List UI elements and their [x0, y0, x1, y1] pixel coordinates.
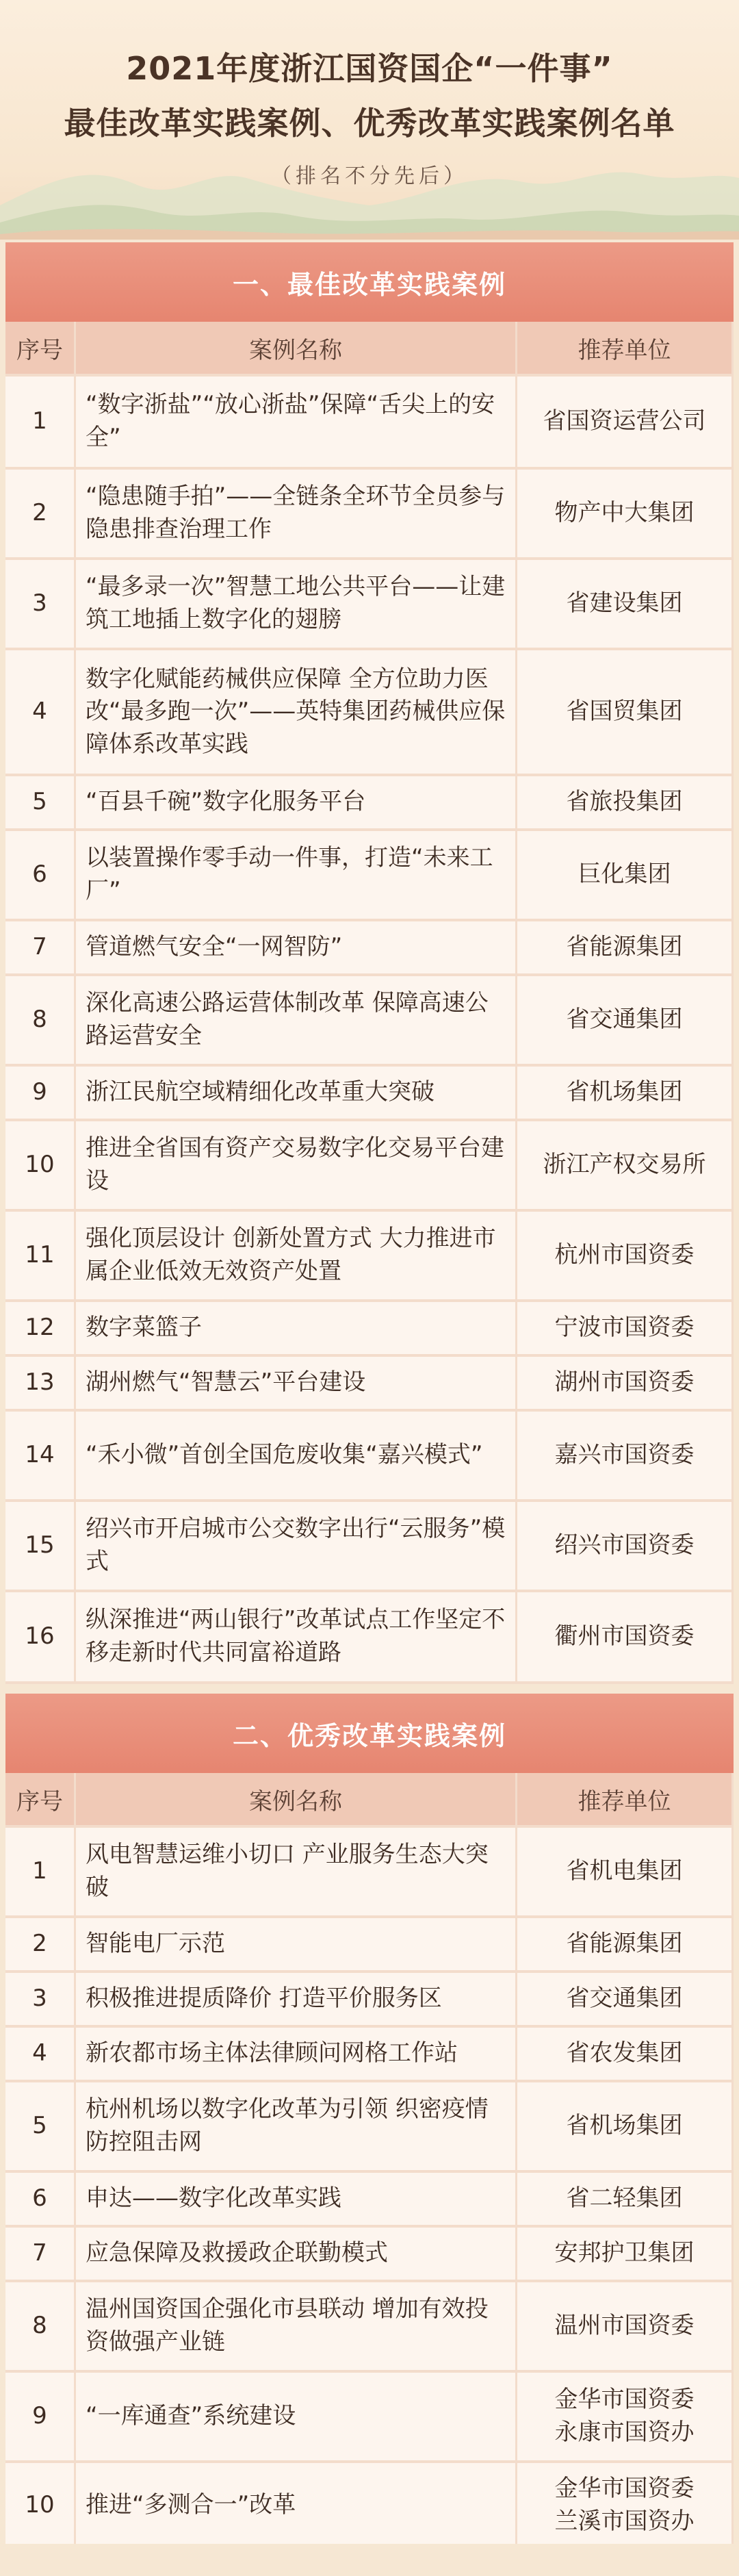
row-unit-secondary: 永康市国资办 — [554, 2419, 695, 2446]
row-num: 6 — [5, 2173, 76, 2228]
row-num: 14 — [5, 1412, 76, 1502]
row-unit: 浙江产权交易所 — [517, 1121, 734, 1212]
row-unit: 湖州市国资委 — [517, 1357, 734, 1412]
row-num: 13 — [5, 1357, 76, 1412]
row-num: 15 — [5, 1502, 76, 1592]
row-unit-multi — [517, 2463, 734, 2551]
row-case-name: “一库通查”系统建设 — [76, 2373, 517, 2463]
row-unit: 安邦护卫集团 — [517, 2228, 734, 2282]
row-unit: 省交通集团 — [517, 976, 734, 1067]
row-num: 10 — [5, 2463, 76, 2551]
row-case-name: 强化顶层设计 创新处置方式 大力推进市属企业低效无效资产处置 — [76, 1212, 517, 1302]
row-case-name: 数字化赋能药械供应保障 全方位助力医改“最多跑一次”——英特集团药械供应保障体系改革实践 — [76, 650, 517, 776]
row-case-name: 以装置操作零手动一件事，打造“未来工厂” — [76, 831, 517, 921]
header-name: 案例名称 — [76, 1773, 517, 1828]
row-case-name: 纵深推进“两山银行”改革试点工作坚定不移走新时代共同富裕道路 — [76, 1592, 517, 1684]
row-num: 11 — [5, 1212, 76, 1302]
row-case-name: 浙江民航空域精细化改革重大突破 — [76, 1067, 517, 1121]
row-unit: 省机场集团 — [517, 2082, 734, 2173]
best-cases-grid — [5, 322, 734, 1684]
row-num: 2 — [5, 470, 76, 560]
row-case-name: 积极推进提质降价 打造平价服务区 — [76, 1973, 517, 2028]
row-num: 5 — [5, 776, 76, 831]
header-num: 序号 — [5, 1773, 76, 1828]
row-case-name: “数字浙盐”“放心浙盐”保障“舌尖上的安全” — [76, 377, 517, 470]
row-unit: 金华市国资委 — [554, 2386, 695, 2414]
row-num: 8 — [5, 2282, 76, 2373]
row-case-name: 管道燃气安全“一网智防” — [76, 921, 517, 976]
row-case-name: 风电智慧运维小切口 产业服务生态大突破 — [76, 1828, 517, 1918]
row-unit: 宁波市国资委 — [517, 1302, 734, 1357]
row-num: 4 — [5, 650, 76, 776]
row-num: 9 — [5, 2373, 76, 2463]
row-unit: 金华市国资委 — [554, 2475, 695, 2503]
page-title-line2: 最佳改革实践案例、优秀改革实践案例名单 — [64, 105, 675, 142]
row-num: 4 — [5, 2028, 76, 2082]
row-unit: 省国贸集团 — [517, 650, 734, 776]
page-title-line1: 2021年度浙江国资国企“一件事” — [126, 50, 613, 87]
row-case-name: 应急保障及救援政企联勤模式 — [76, 2228, 517, 2282]
row-unit: 巨化集团 — [517, 831, 734, 921]
row-unit: 杭州市国资委 — [517, 1212, 734, 1302]
row-unit: 省能源集团 — [517, 921, 734, 976]
row-unit: 省二轻集团 — [517, 2173, 734, 2228]
excellent-cases-grid — [5, 1773, 734, 2551]
row-num: 9 — [5, 1067, 76, 1121]
row-num: 16 — [5, 1592, 76, 1684]
row-num: 3 — [5, 560, 76, 650]
row-case-name: 新农都市场主体法律顾问网格工作站 — [76, 2028, 517, 2082]
row-unit: 省交通集团 — [517, 1973, 734, 2028]
row-case-name: “百县千碗”数字化服务平台 — [76, 776, 517, 831]
row-unit: 绍兴市国资委 — [517, 1502, 734, 1592]
excellent-cases-table — [5, 1694, 734, 2551]
row-num: 3 — [5, 1973, 76, 2028]
row-unit: 省能源集团 — [517, 1918, 734, 1973]
row-num: 7 — [5, 2228, 76, 2282]
header-unit: 推荐单位 — [517, 322, 734, 377]
row-case-name: 湖州燃气“智慧云”平台建设 — [76, 1357, 517, 1412]
row-unit: 省农发集团 — [517, 2028, 734, 2082]
page-bottom-band — [0, 2544, 739, 2576]
row-num: 5 — [5, 2082, 76, 2173]
row-case-name: 推进“多测合一”改革 — [76, 2463, 517, 2551]
row-num: 7 — [5, 921, 76, 976]
row-num: 8 — [5, 976, 76, 1067]
row-num: 12 — [5, 1302, 76, 1357]
header-unit: 推荐单位 — [517, 1773, 734, 1828]
row-num: 1 — [5, 1828, 76, 1918]
row-case-name: “最多录一次”智慧工地公共平台——让建筑工地插上数字化的翅膀 — [76, 560, 517, 650]
row-case-name: 申达——数字化改革实践 — [76, 2173, 517, 2228]
section-title-best: 一、最佳改革实践案例 — [5, 242, 734, 322]
row-unit: 温州市国资委 — [517, 2282, 734, 2373]
row-case-name: “禾小微”首创全国危废收集“嘉兴模式” — [76, 1412, 517, 1502]
row-num: 1 — [5, 377, 76, 470]
row-num: 2 — [5, 1918, 76, 1973]
row-case-name: 杭州机场以数字化改革为引领 织密疫情防控阻击网 — [76, 2082, 517, 2173]
row-case-name: 推进全省国有资产交易数字化交易平台建设 — [76, 1121, 517, 1212]
row-unit: 省国资运营公司 — [517, 377, 734, 470]
header-name: 案例名称 — [76, 322, 517, 377]
row-case-name: 智能电厂示范 — [76, 1918, 517, 1973]
row-case-name: 绍兴市开启城市公交数字出行“云服务”模式 — [76, 1502, 517, 1592]
section-title-excellent: 二、优秀改革实践案例 — [5, 1694, 734, 1773]
header — [0, 0, 739, 240]
row-num: 10 — [5, 1121, 76, 1212]
row-unit: 省机场集团 — [517, 1067, 734, 1121]
page-subtitle: （排名不分先后） — [271, 164, 468, 188]
row-unit: 省建设集团 — [517, 560, 734, 650]
header-num: 序号 — [5, 322, 76, 377]
row-case-name: 温州国资国企强化市县联动 增加有效投资做强产业链 — [76, 2282, 517, 2373]
row-unit-multi — [517, 2373, 734, 2463]
row-unit-secondary: 兰溪市国资办 — [554, 2508, 695, 2535]
row-num: 6 — [5, 831, 76, 921]
row-unit: 嘉兴市国资委 — [517, 1412, 734, 1502]
best-cases-table — [5, 242, 734, 1684]
row-unit: 省旅投集团 — [517, 776, 734, 831]
row-case-name: 深化高速公路运营体制改革 保障高速公路运营安全 — [76, 976, 517, 1067]
row-case-name: 数字菜篮子 — [76, 1302, 517, 1357]
row-unit: 物产中大集团 — [517, 470, 734, 560]
row-case-name: “隐患随手拍”——全链条全环节全员参与隐患排查治理工作 — [76, 470, 517, 560]
row-unit: 省机电集团 — [517, 1828, 734, 1918]
row-unit: 衢州市国资委 — [517, 1592, 734, 1684]
